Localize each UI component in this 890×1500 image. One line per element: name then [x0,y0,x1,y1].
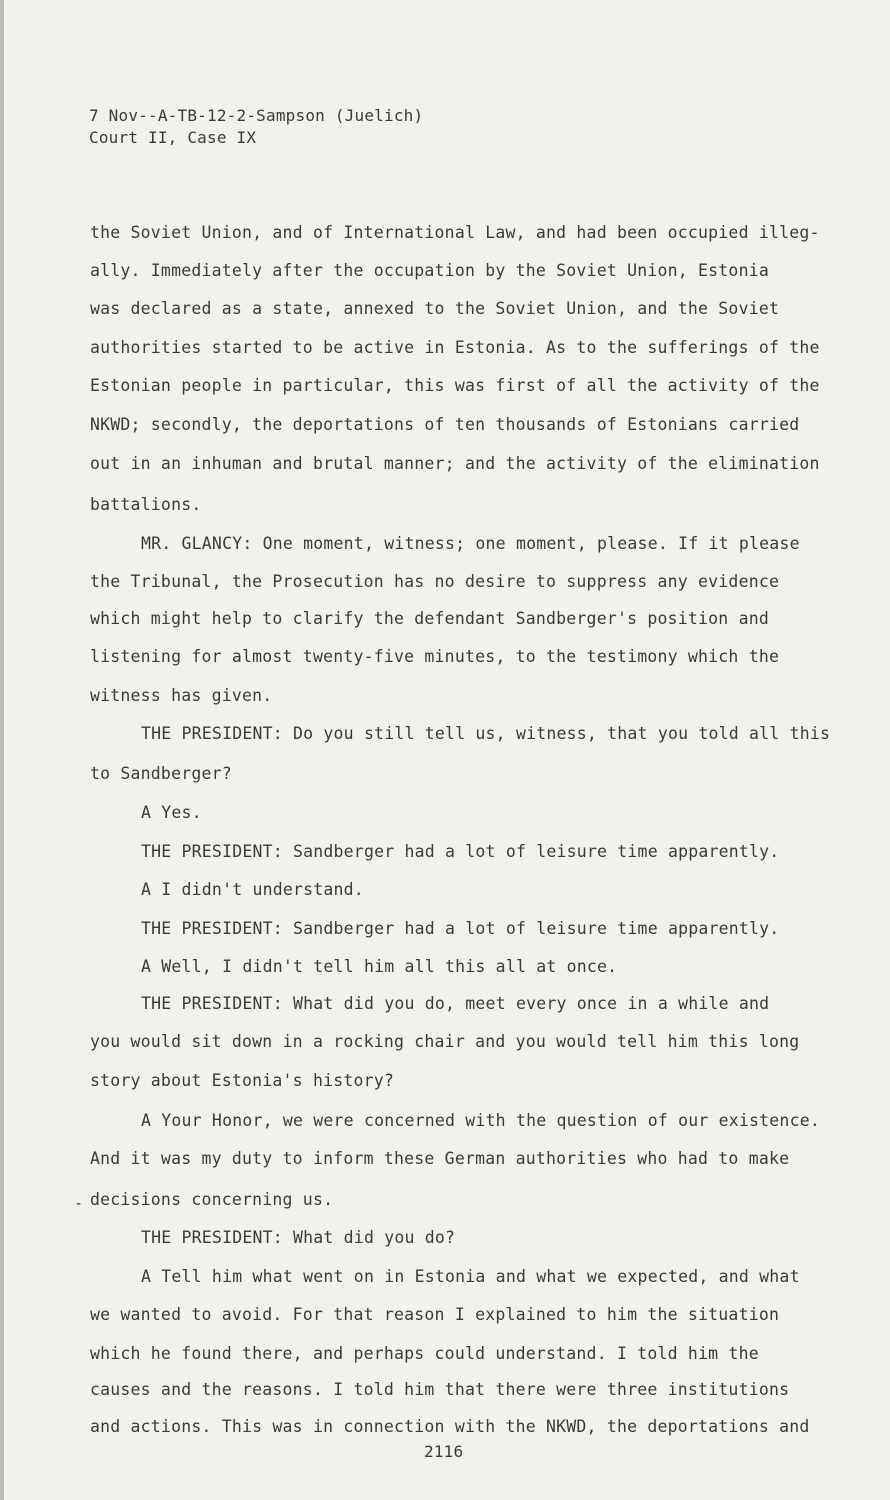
text-line: you would sit down in a rocking chair and you would tell him this long [90,1032,800,1051]
text-line: A Yes. [141,803,202,822]
text-line: we wanted to avoid. For that reason I explained to him the situation [90,1305,780,1324]
text-line: ally. Immediately after the occupation by the Soviet Union, Estonia [90,261,769,280]
page-edge [0,0,4,1500]
text-line: THE PRESIDENT: What did you do, meet every once in a while and [141,994,770,1013]
page-number: 2116 [424,1442,464,1461]
text-line: Estonian people in particular, this was first of all the activity of the [90,376,820,395]
text-line: A Your Honor, we were concerned with the question of our existence. [141,1111,820,1130]
text-line: NKWD; secondly, the deportations of ten thousands of Estonians carried [90,415,800,434]
text-line: A I didn't understand. [141,880,364,899]
text-line: story about Estonia's history? [90,1071,395,1090]
text-line: the Tribunal, the Prosecution has no desire to suppress any evidence [90,572,780,591]
document-header [89,105,423,149]
text-line: the Soviet Union, and of International Law, and had been occupied illeg- [90,223,820,242]
text-line: and actions. This was in connection with the NKWD, the deportations and [90,1417,810,1436]
text-line: THE PRESIDENT: Do you still tell us, witness, that you told all this [141,724,831,743]
text-line: out in an inhuman and brutal manner; and the activity of the elimination [90,454,820,473]
text-line: MR. GLANCY: One moment, witness; one moment, please. If it please [141,534,800,553]
text-line: And it was my duty to inform these German authorities who had to make [90,1149,790,1168]
text-line: was declared as a state, annexed to the Soviet Union, and the Soviet [90,299,780,318]
text-line: listening for almost twenty-five minutes, to the testimony which the [90,647,780,666]
text-line: A Well, I didn't tell him all this all at once. [141,957,618,976]
text-line: which he found there, and perhaps could understand. I told him the [90,1344,759,1363]
text-line: causes and the reasons. I told him that there were three institutions [90,1380,790,1399]
margin-mark: - [74,1194,84,1212]
text-line: THE PRESIDENT: Sandberger had a lot of leisure time apparently. [141,919,780,938]
text-line: authorities started to be active in Estonia. As to the sufferings of the [90,338,820,357]
text-line: THE PRESIDENT: What did you do? [141,1228,456,1247]
text-line: to Sandberger? [90,764,232,783]
text-line: which might help to clarify the defendant Sandberger's position and [90,609,769,628]
header-line-2: Court II, Case IX [89,128,257,147]
text-line: witness has given. [90,686,273,705]
header-line-1: 7 Nov--A-TB-12-2-Sampson (Juelich) [89,106,424,125]
text-line: decisions concerning us. [90,1190,334,1209]
text-line: A Tell him what went on in Estonia and what we expected, and what [141,1267,800,1286]
text-line: THE PRESIDENT: Sandberger had a lot of leisure time apparently. [141,842,780,861]
text-line: battalions. [90,495,202,514]
